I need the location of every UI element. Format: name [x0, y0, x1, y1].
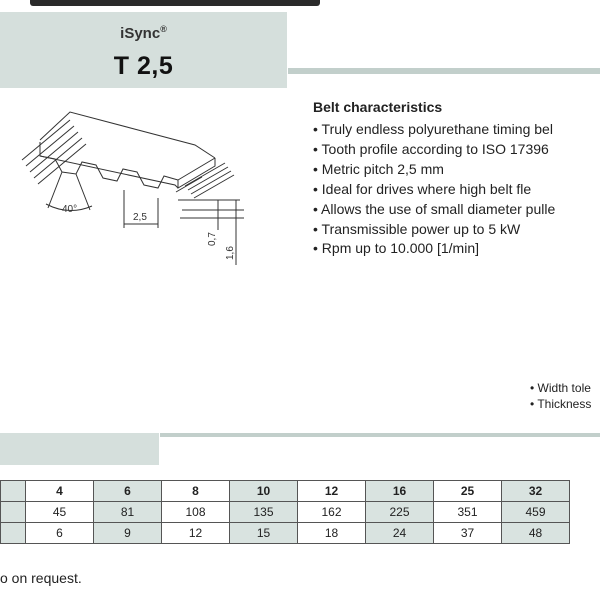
list-item: • Allows the use of small diameter pulle	[313, 200, 556, 217]
table-cell: 9	[94, 523, 162, 544]
table-cell: 32	[502, 481, 570, 502]
list-item: • Ideal for drives where high belt fle	[313, 180, 532, 197]
list-item: • Thickness	[530, 397, 592, 411]
pitch-label: 2,5	[133, 212, 147, 223]
footnote: o on request.	[0, 570, 82, 586]
total-height-label: 1,6	[225, 246, 236, 260]
cord-lines-right	[176, 163, 234, 198]
table-cell: 24	[366, 523, 434, 544]
table-cell: 162	[298, 502, 366, 523]
table-cell: 10	[230, 481, 298, 502]
list-item: • Metric pitch 2,5 mm	[313, 160, 444, 177]
list-item: • Tooth profile according to ISO 17396	[313, 140, 549, 157]
list-item: • Truly endless polyurethane timing bel	[313, 121, 553, 137]
table-cell: 225	[366, 502, 434, 523]
belt-profile-diagram	[0, 100, 300, 270]
characteristics-title: Belt characteristics	[313, 99, 443, 115]
registered-mark: ®	[160, 24, 167, 34]
table-cell: 48	[502, 523, 570, 544]
table-row-label	[1, 481, 26, 502]
table-cell: 25	[434, 481, 502, 502]
table-cell: 16	[366, 481, 434, 502]
table-cell: 6	[26, 523, 94, 544]
characteristics-list	[313, 120, 600, 259]
spec-table	[0, 480, 570, 544]
table-cell: 108	[162, 502, 230, 523]
table-row	[1, 523, 570, 544]
table-row-label	[1, 502, 26, 523]
table-cell: 18	[298, 523, 366, 544]
header-rule	[288, 68, 600, 74]
table-cell: 15	[230, 523, 298, 544]
list-item: • Rpm up to 10.000 [1/min]	[313, 240, 479, 257]
table-row-label	[1, 523, 26, 544]
table-cell: 459	[502, 502, 570, 523]
table-cell: 45	[26, 502, 94, 523]
list-item: • Transmissible power up to 5 kW	[313, 220, 521, 237]
table-cell: 12	[162, 523, 230, 544]
table-cell: 8	[162, 481, 230, 502]
angle-label: 40°	[62, 204, 78, 215]
brand-name: iSync®	[120, 24, 167, 42]
tolerances-list	[530, 380, 591, 412]
tooth-height-label: 0,7	[207, 232, 218, 246]
model-title: T 2,5	[113, 52, 174, 80]
section-header-panel	[0, 433, 159, 465]
top-clipped-heading	[0, 0, 600, 8]
table-cell: 12	[298, 481, 366, 502]
section-rule	[160, 433, 600, 437]
table-row-widths	[1, 481, 570, 502]
table-cell: 351	[434, 502, 502, 523]
table-cell: 6	[94, 481, 162, 502]
table-cell: 135	[230, 502, 298, 523]
table-cell: 81	[94, 502, 162, 523]
table-row	[1, 502, 570, 523]
table-cell: 4	[26, 481, 94, 502]
list-item: • Width tole	[530, 381, 591, 395]
table-cell: 37	[434, 523, 502, 544]
